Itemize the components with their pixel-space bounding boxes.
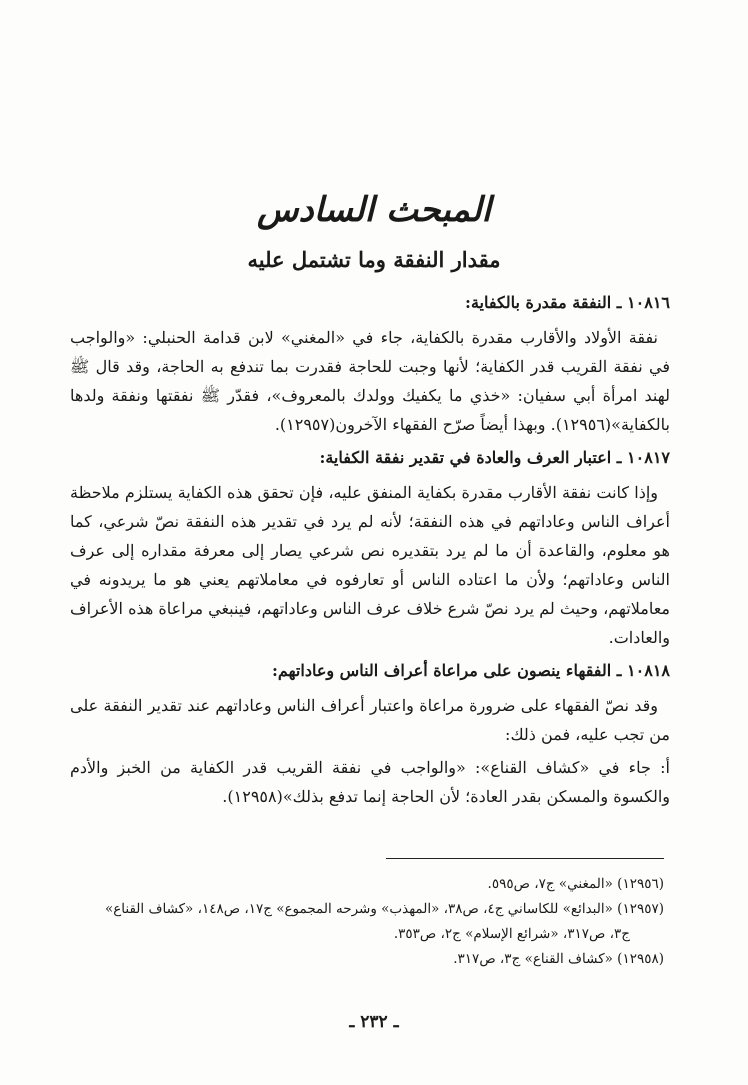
section-10817 — [70, 443, 670, 652]
footnote-12958: (١٢٩٥٨) «كشاف القناع» ج٣، ص٣١٧. — [453, 951, 664, 967]
footnote-12957: (١٢٩٥٧) «البدائع» للكاساني ج٤، ص٣٨، «المهذب» وشرحه المجموع» ج١٧، ص١٤٨، «كشاف القناع» — [104, 901, 664, 917]
paragraph: نفقة الأولاد والأقارب مقدرة بالكفاية، جاء في «المغني» لابن قدامة الحنبلي: «والواجب في نفقة القريب قدر الكفاية؛ لأنها وجبت للحاجة فقدرت بما تندفع به الحاجة، وقد قال ﷺ لهند امرأة أبي سفيان: «خذي ما يكفيك وولدك بالمعروف»، فقدّر ﷺ نفقتها ونفقة ولدها بالكفاية»(١٢٩٥٦). وبهذا أيضاً صرّح الفقهاء الآخرون(١٢٩٥٧). — [70, 328, 671, 434]
page-number: ـ ٢٣٢ ـ — [349, 1012, 399, 1032]
section-10816 — [70, 288, 670, 439]
body-text — [70, 288, 670, 815]
footnote-12957-continued: ج٣، ص٣١٧، «شرائع الإسلام» ج٢، ص٣٥٣. — [393, 926, 630, 942]
section-10818 — [70, 656, 670, 811]
footnote-divider — [386, 858, 664, 859]
section-subtitle: مقدار النفقة وما تشتمل عليه — [247, 247, 501, 272]
footnote-12956: (١٢٩٥٦) «المغني» ج٧، ص٥٩٥. — [487, 876, 664, 892]
paragraph-item-a: أ: جاء في «كشاف القناع»: «والواجب في نفقة القريب قدر الكفاية من الخبز والأدم والكسوة والمسكن بقدر العادة؛ لأن الحاجة إنما تدفع بذلك»(١٢٩٥٨). — [70, 758, 670, 806]
paragraph: وإذا كانت نفقة الأقارب مقدرة بكفاية المنفق عليه، فإن تحقق هذه الكفاية يستلزم ملاحظة أعراف الناس وعاداتهم في هذه النفقة؛ لأنه لم يرد في تقدير هذه النفقة نصّ شرعي، كما هو معلوم، والقاعدة أن ما لم يرد بتقديره نص شرعي يصار إلى معرفة مقداره إلى عرف الناس وعاداتهم؛ ولأن ما اعتاده الناس أو تعارفوه في معاملاتهم يعني هو ما يريدونه في معاملاتهم، وحيث لم يرد نصّ شرع خلاف عرف الناس وعاداتهم، فينبغي مراعاة هذه الأعراف والعادات. — [70, 483, 671, 647]
section-heading: ١٠٨١٨ ـ الفقهاء ينصون على مراعاة أعراف الناس وعاداتهم: — [271, 661, 670, 680]
chapter-title: المبحث السادس — [256, 190, 492, 230]
section-heading: ١٠٨١٦ ـ النفقة مقدرة بالكفاية: — [465, 293, 670, 312]
paragraph: وقد نصّ الفقهاء على ضرورة مراعاة واعتبار أعراف الناس وعاداتهم عند تقدير النفقة على من تجب عليه، فمن ذلك: — [70, 696, 670, 744]
footnotes — [74, 872, 664, 972]
section-heading: ١٠٨١٧ ـ اعتبار العرف والعادة في تقدير نفقة الكفاية: — [319, 448, 670, 467]
